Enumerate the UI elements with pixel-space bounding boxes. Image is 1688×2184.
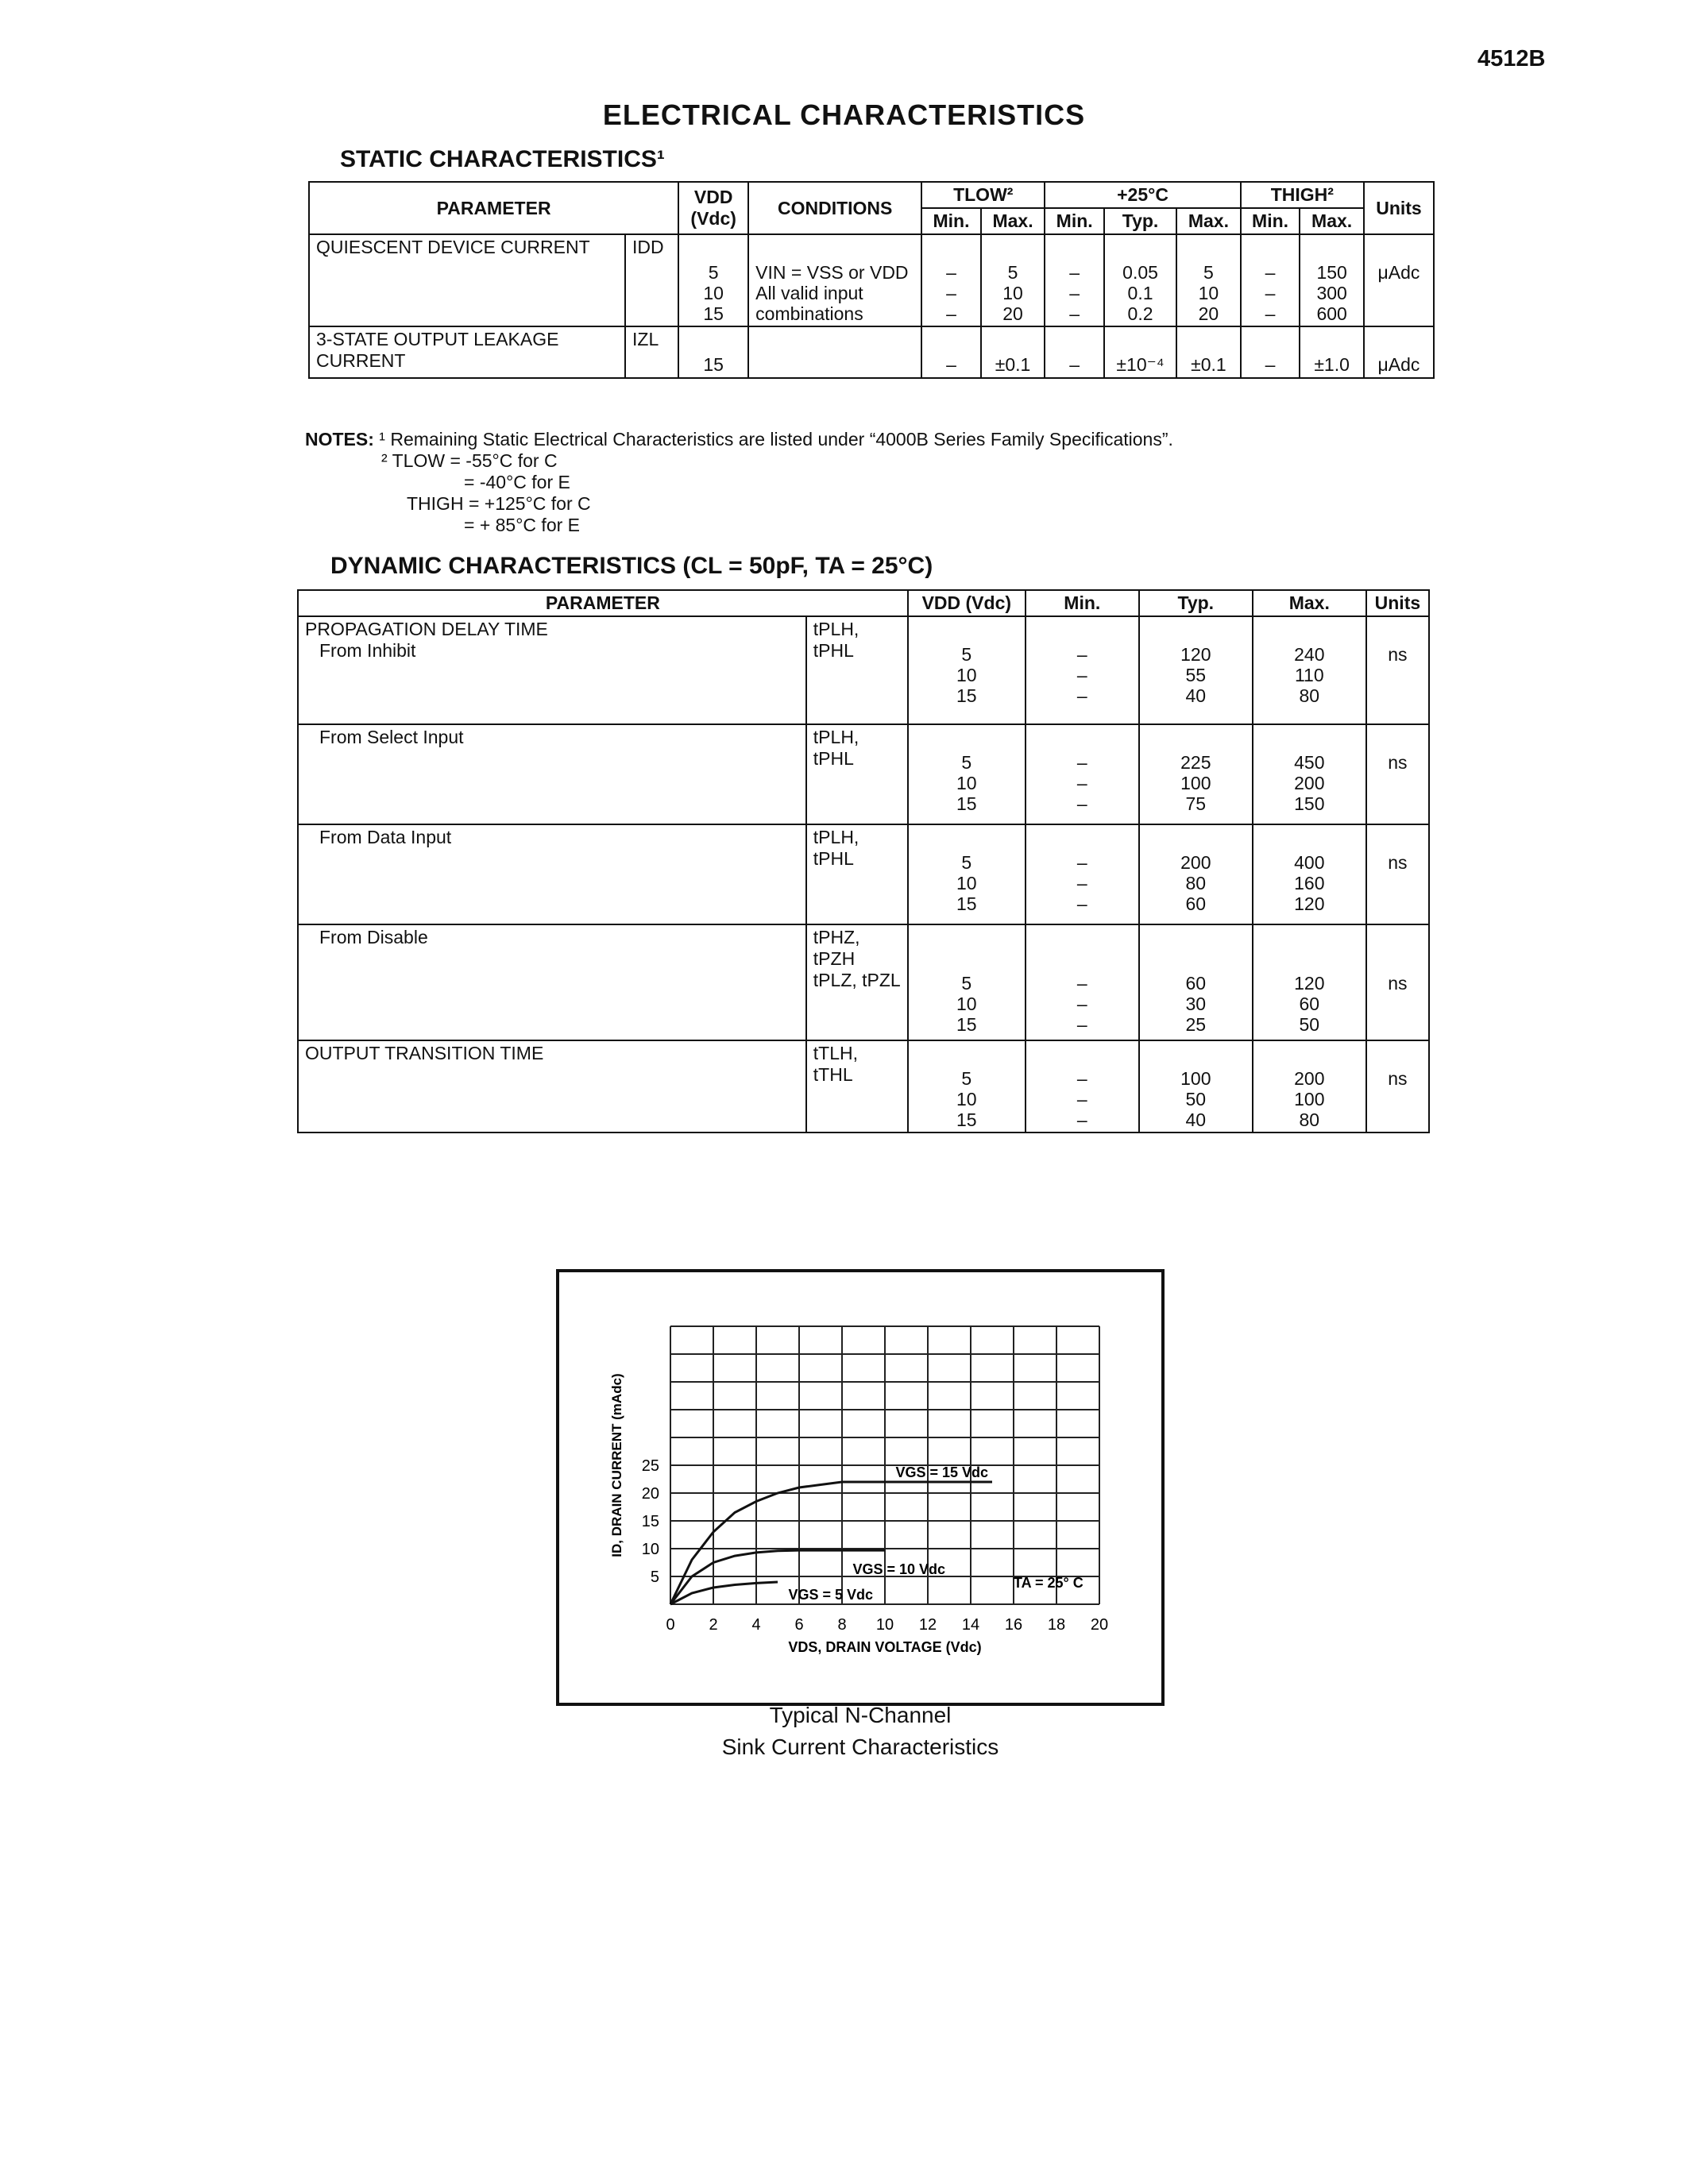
header-units: Units (1364, 182, 1434, 234)
param-symbol: IDD (625, 234, 678, 326)
notes (305, 429, 1173, 536)
x-tick-label: 14 (961, 1616, 980, 1634)
units-cell: ns (1366, 616, 1429, 724)
x-tick-label: 18 (1047, 1616, 1066, 1634)
header-max: Max. (1300, 208, 1364, 234)
typ-cell: 120 55 40 (1139, 616, 1253, 724)
header-max: Max. (1253, 590, 1366, 616)
thigh-min-cell: – (1241, 326, 1300, 378)
param-name: QUIESCENT DEVICE CURRENT (309, 234, 625, 326)
min-cell: – – – (1026, 824, 1139, 924)
y-tick-label: 20 (641, 1485, 659, 1503)
min-cell: – – – (1026, 616, 1139, 724)
units-cell: ns (1366, 724, 1429, 824)
typ-cell: 225 100 75 (1139, 724, 1253, 824)
x-tick-label: 8 (837, 1616, 847, 1634)
min-cell: – – – (1026, 724, 1139, 824)
header-typ: Typ. (1139, 590, 1253, 616)
note-line: ² TLOW = -55°C for C (381, 450, 558, 471)
conditions-cell: VIN = VSS or VDD All valid input combinations (748, 234, 921, 326)
param-name: PROPAGATION DELAY TIME From Inhibit (298, 616, 806, 724)
param-symbol: tPLH, tPHL (806, 824, 908, 924)
static-characteristics-heading: STATIC CHARACTERISTICS¹ (340, 146, 665, 172)
vdd-cell: 5 10 15 (908, 724, 1026, 824)
param-name: From Select Input (298, 724, 806, 824)
y-axis-label: ID, DRAIN CURRENT (mAdc) (609, 1373, 624, 1557)
x-tick-label: 6 (794, 1616, 804, 1634)
drain-current-chart (556, 1269, 1165, 1706)
vdd-cell: 5 10 15 (908, 1040, 1026, 1133)
part-number: 4512B (1477, 46, 1546, 71)
x-tick-label: 12 (918, 1616, 937, 1634)
units-cell: ns (1366, 1040, 1429, 1133)
header-min: Min. (921, 208, 981, 234)
caption-line: Typical N-Channel (769, 1703, 952, 1727)
typ-cell: 100 50 40 (1139, 1040, 1253, 1133)
tlow-max-cell: 5 10 20 (981, 234, 1045, 326)
tlow-min-cell: – – – (921, 234, 981, 326)
param-symbol: tTLH, tTHL (806, 1040, 908, 1133)
thigh-max-cell: 150 300 600 (1300, 234, 1364, 326)
note-line: = -40°C for E (464, 472, 570, 492)
x-tick-label: 0 (666, 1616, 675, 1634)
max-cell: 400 160 120 (1253, 824, 1366, 924)
t25-typ-cell: 0.05 0.1 0.2 (1104, 234, 1176, 326)
vdd-cell: 5 10 15 (678, 234, 748, 326)
param-name: From Data Input (298, 824, 806, 924)
header-min: Min. (1045, 208, 1104, 234)
table-row (298, 616, 1429, 724)
t25-min-cell: – (1045, 326, 1104, 378)
param-symbol: IZL (625, 326, 678, 378)
header-parameter: PARAMETER (309, 182, 678, 234)
units-cell: μAdc (1364, 234, 1434, 326)
t25-max-cell: 5 10 20 (1176, 234, 1241, 326)
section-label: PROPAGATION DELAY TIME (305, 619, 548, 639)
header-vdd: VDD (Vdc) (908, 590, 1026, 616)
x-tick-label: 2 (709, 1616, 718, 1634)
series-label: VGS = 5 Vdc (788, 1587, 874, 1603)
param-name: 3-STATE OUTPUT LEAKAGE CURRENT (309, 326, 625, 378)
vdd-cell: 5 10 15 (908, 824, 1026, 924)
header-typ: Typ. (1104, 208, 1176, 234)
caption-line: Sink Current Characteristics (721, 1734, 999, 1759)
header-25c: +25°C (1045, 182, 1240, 208)
header-vdd: VDD (Vdc) (678, 182, 748, 234)
tlow-max-cell: ±0.1 (981, 326, 1045, 378)
t25-typ-cell: ±10⁻⁴ (1104, 326, 1176, 378)
page-title: ELECTRICAL CHARACTERISTICS (602, 98, 1086, 131)
table-row (298, 724, 1429, 824)
series-label: VGS = 15 Vdc (895, 1464, 989, 1480)
static-characteristics-table (308, 181, 1435, 379)
dynamic-characteristics-table (297, 589, 1430, 1133)
series-label: VGS = 10 Vdc (852, 1561, 946, 1578)
param-name: OUTPUT TRANSITION TIME (298, 1040, 806, 1133)
max-cell: 120 60 50 (1253, 924, 1366, 1040)
thigh-max-cell: ±1.0 (1300, 326, 1364, 378)
notes-label: NOTES: (305, 429, 374, 450)
x-tick-label: 10 (875, 1616, 894, 1634)
header-min: Min. (1241, 208, 1300, 234)
x-axis-label: VDS, DRAIN VOLTAGE (Vdc) (788, 1639, 982, 1655)
note-line: ¹ Remaining Static Electrical Characteristics are listed under “4000B Series Family Specifications”. (379, 429, 1173, 450)
y-tick-label: 15 (641, 1513, 659, 1530)
header-max: Max. (981, 208, 1045, 234)
max-cell: 200 100 80 (1253, 1040, 1366, 1133)
header-conditions: CONDITIONS (748, 182, 921, 234)
y-tick-label: 25 (641, 1457, 659, 1475)
x-tick-label: 16 (1004, 1616, 1023, 1634)
y-tick-label: 5 (650, 1569, 659, 1586)
units-cell: ns (1366, 924, 1429, 1040)
header-tlow: TLOW² (921, 182, 1045, 208)
header-min: Min. (1026, 590, 1139, 616)
chart-svg (559, 1272, 1161, 1703)
chart-caption (556, 1700, 1165, 1763)
typ-cell: 200 80 60 (1139, 824, 1253, 924)
max-cell: 450 200 150 (1253, 724, 1366, 824)
table-row (298, 1040, 1429, 1133)
chart-annotation: TA = 25° C (1014, 1575, 1083, 1591)
dynamic-characteristics-heading: DYNAMIC CHARACTERISTICS (CL = 50pF, TA = 25°C) (330, 553, 933, 579)
vdd-cell: 5 10 15 (908, 616, 1026, 724)
typ-cell: 60 30 25 (1139, 924, 1253, 1040)
header-max: Max. (1176, 208, 1241, 234)
y-tick-label: 10 (641, 1541, 659, 1558)
vdd-cell: 15 (678, 326, 748, 378)
conditions-cell (748, 326, 921, 378)
table-row (309, 234, 1434, 326)
param-symbol: tPHZ, tPZH tPLZ, tPZL (806, 924, 908, 1040)
x-tick-label: 20 (1090, 1616, 1109, 1634)
table-row (298, 924, 1429, 1040)
vdd-cell: 5 10 15 (908, 924, 1026, 1040)
units-cell: ns (1366, 824, 1429, 924)
param-symbol: tPLH, tPHL (806, 616, 908, 724)
header-parameter: PARAMETER (298, 590, 908, 616)
t25-max-cell: ±0.1 (1176, 326, 1241, 378)
x-tick-label: 4 (751, 1616, 761, 1634)
header-units: Units (1366, 590, 1429, 616)
t25-min-cell: – – – (1045, 234, 1104, 326)
table-row (298, 824, 1429, 924)
min-cell: – – – (1026, 924, 1139, 1040)
thigh-min-cell: – – – (1241, 234, 1300, 326)
note-line: = + 85°C for E (464, 515, 580, 535)
param-symbol: tPLH, tPHL (806, 724, 908, 824)
min-cell: – – – (1026, 1040, 1139, 1133)
header-thigh: THIGH² (1241, 182, 1364, 208)
tlow-min-cell: – (921, 326, 981, 378)
note-line: THIGH = +125°C for C (407, 493, 591, 514)
table-row (309, 326, 1434, 378)
units-cell: μAdc (1364, 326, 1434, 378)
param-name: From Disable (298, 924, 806, 1040)
max-cell: 240 110 80 (1253, 616, 1366, 724)
